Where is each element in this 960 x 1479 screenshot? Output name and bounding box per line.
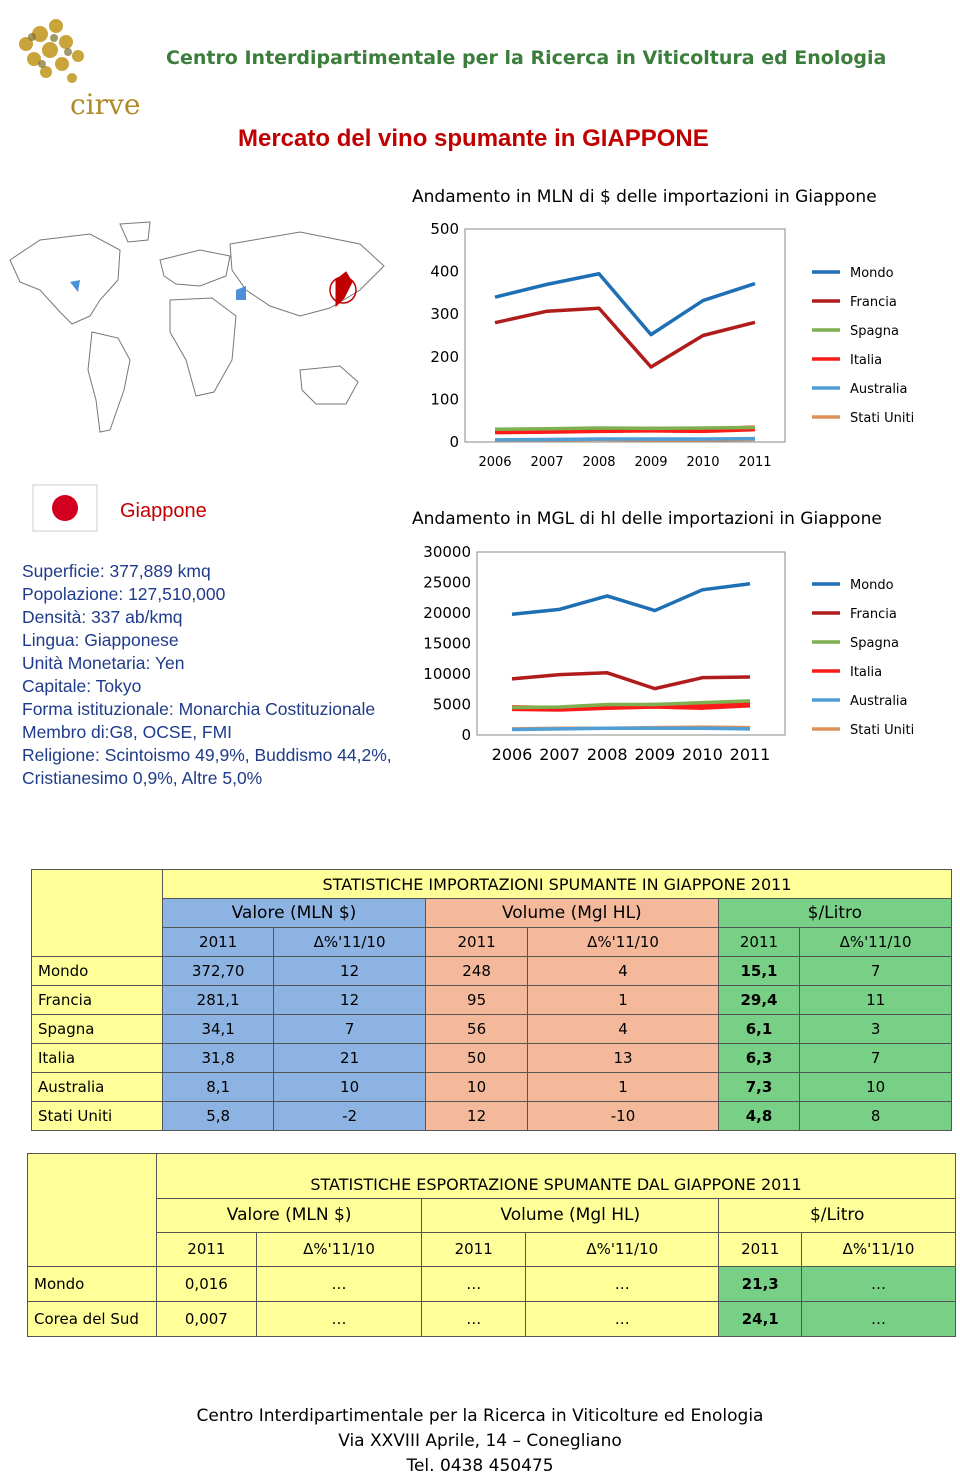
subheader: 2011 xyxy=(719,1232,802,1267)
table-cell: 21,3 xyxy=(719,1267,802,1302)
table-cell: 7 xyxy=(800,1044,952,1073)
table-row xyxy=(28,1267,956,1302)
chart2-title: Andamento in MGL di hl delle importazioni in Giappone xyxy=(412,509,882,529)
y-tick-label: 0 xyxy=(461,726,471,744)
legend-label: Stati Uniti xyxy=(850,723,915,738)
series-line-spagna xyxy=(495,428,755,430)
world-map xyxy=(0,220,390,450)
series-line-mondo xyxy=(512,584,750,615)
fact-densita: Densità: 337 ab/kmq xyxy=(22,607,183,627)
row-label: Francia xyxy=(32,986,163,1015)
fact-religione: Religione: Scintoismo 49,9%, Buddismo 44,2%, Cristianesimo 0,9%, Altre 5,0% xyxy=(22,745,392,788)
page-title: Mercato del vino spumante in GIAPPONE xyxy=(238,125,709,152)
fact-superficie: Superficie: 377,889 kmq xyxy=(22,561,211,581)
x-tick-label: 2007 xyxy=(539,745,580,764)
table-cell: 13 xyxy=(528,1044,718,1073)
table-cell: … xyxy=(802,1267,956,1302)
table-cell: 56 xyxy=(425,1015,527,1044)
row-label: Spagna xyxy=(32,1015,163,1044)
table-cell: 12 xyxy=(425,1102,527,1131)
legend-label: Francia xyxy=(850,295,897,310)
table-cell: … xyxy=(526,1302,719,1337)
y-tick-label: 0 xyxy=(449,433,459,451)
table-cell: 50 xyxy=(425,1044,527,1073)
group-volume: Volume (Mgl HL) xyxy=(425,899,718,928)
x-tick-label: 2006 xyxy=(478,455,512,470)
table-row xyxy=(32,986,952,1015)
fact-membro: Membro di:G8, OCSE, FMI xyxy=(22,722,233,742)
row-label: Australia xyxy=(32,1073,163,1102)
table-row xyxy=(32,1102,952,1131)
table-cell: 7,3 xyxy=(718,1073,800,1102)
series-line-francia xyxy=(512,673,750,689)
fact-valuta: Unità Monetaria: Yen xyxy=(22,653,185,673)
table-cell: 29,4 xyxy=(718,986,800,1015)
x-tick-label: 2010 xyxy=(686,455,720,470)
table-cell: 31,8 xyxy=(163,1044,274,1073)
fact-popolazione: Popolazione: 127,510,000 xyxy=(22,584,226,604)
table-cell: 3 xyxy=(800,1015,952,1044)
y-tick-label: 25000 xyxy=(423,573,471,592)
country-name: Giappone xyxy=(120,500,207,522)
y-tick-label: 10000 xyxy=(423,665,471,683)
subheader: 2011 xyxy=(718,928,800,957)
group-litro: $/Litro xyxy=(718,899,951,928)
subheader: Δ%'11/10 xyxy=(802,1232,956,1267)
footer-line1: Centro Interdipartimentale per la Ricerca in Viticolture ed Enologia xyxy=(196,1406,764,1426)
group-litro: $/Litro xyxy=(719,1198,956,1232)
x-tick-label: 2010 xyxy=(682,745,723,764)
x-tick-label: 2009 xyxy=(634,745,676,764)
table-cell: 15,1 xyxy=(718,957,800,986)
x-tick-label: 2008 xyxy=(586,745,628,764)
table-cell: 6,1 xyxy=(718,1015,800,1044)
fact-capitale: Capitale: Tokyo xyxy=(22,676,142,696)
y-tick-label: 5000 xyxy=(432,695,471,714)
table-cell: 6,3 xyxy=(718,1044,800,1073)
table-row xyxy=(32,1073,952,1102)
subheader: Δ%'11/10 xyxy=(274,928,426,957)
table-cell: 4 xyxy=(528,957,718,986)
subheader: Δ%'11/10 xyxy=(800,928,952,957)
footer-line2: Via XXVIII Aprile, 14 – Conegliano xyxy=(338,1431,622,1451)
y-tick-label: 15000 xyxy=(423,634,471,653)
subheader: Δ%'11/10 xyxy=(256,1232,422,1267)
table-cell: … xyxy=(526,1267,719,1302)
table-cell: 0,016 xyxy=(157,1267,257,1302)
corner-cell xyxy=(32,870,163,899)
footer-line3: Tel. 0438 450475 xyxy=(406,1456,554,1476)
country-facts xyxy=(22,560,412,790)
y-tick-label: 500 xyxy=(430,220,459,238)
table-cell: 4,8 xyxy=(718,1102,800,1131)
legend-label: Mondo xyxy=(850,578,894,593)
fact-forma: Forma istituzionale: Monarchia Costituzionale xyxy=(22,699,376,719)
table-cell: 1 xyxy=(528,986,718,1015)
table-cell: 34,1 xyxy=(163,1015,274,1044)
legend-label: Spagna xyxy=(850,324,899,339)
table-cell: -10 xyxy=(528,1102,718,1131)
subheader: 2011 xyxy=(157,1232,257,1267)
table-cell: 10 xyxy=(274,1073,426,1102)
table-row xyxy=(32,1044,952,1073)
y-tick-label: 400 xyxy=(430,262,459,281)
legend-label: Australia xyxy=(850,382,908,397)
series-line-francia xyxy=(495,308,755,367)
table-cell: … xyxy=(802,1302,956,1337)
row-label: Corea del Sud xyxy=(28,1302,157,1337)
legend-label: Mondo xyxy=(850,266,894,281)
table-cell: 12 xyxy=(274,957,426,986)
legend-label: Stati Uniti xyxy=(850,411,915,426)
row-label: Mondo xyxy=(32,957,163,986)
table-cell: … xyxy=(256,1267,422,1302)
table-cell: 8 xyxy=(800,1102,952,1131)
subheader: Δ%'11/10 xyxy=(526,1232,719,1267)
footer xyxy=(0,1404,960,1479)
x-tick-label: 2006 xyxy=(491,745,533,764)
table-cell: 21 xyxy=(274,1044,426,1073)
x-tick-label: 2008 xyxy=(582,455,616,470)
japan-flag xyxy=(32,484,98,532)
y-tick-label: 300 xyxy=(430,305,459,324)
subheader: 2011 xyxy=(425,928,527,957)
table-cell: 10 xyxy=(425,1073,527,1102)
row-label: Mondo xyxy=(28,1267,157,1302)
y-tick-label: 100 xyxy=(430,390,459,409)
table-cell: 7 xyxy=(800,957,952,986)
table-cell: 11 xyxy=(800,986,952,1015)
x-tick-label: 2009 xyxy=(634,455,668,470)
series-line-australia xyxy=(512,728,750,729)
fact-lingua: Lingua: Giapponese xyxy=(22,630,179,650)
chart-mgl-hl xyxy=(415,540,960,780)
table-cell: 0,007 xyxy=(157,1302,257,1337)
table-cell: 4 xyxy=(528,1015,718,1044)
table-cell: -2 xyxy=(274,1102,426,1131)
import-title: STATISTICHE IMPORTAZIONI SPUMANTE IN GIAPPONE 2011 xyxy=(163,870,952,899)
legend-label: Spagna xyxy=(850,636,899,651)
x-tick-label: 2011 xyxy=(738,455,772,470)
table-row xyxy=(32,1015,952,1044)
table-cell: 10 xyxy=(800,1073,952,1102)
import-table xyxy=(31,869,952,1131)
series-line-australia xyxy=(495,439,755,440)
logo-text: cirve xyxy=(70,88,141,121)
table-cell: 12 xyxy=(274,986,426,1015)
group-valore: Valore (MLN $) xyxy=(163,899,426,928)
series-line-mondo xyxy=(495,274,755,335)
y-tick-label: 200 xyxy=(430,347,459,366)
table-cell: 5,8 xyxy=(163,1102,274,1131)
y-tick-label: 30000 xyxy=(423,543,471,561)
table-row xyxy=(32,957,952,986)
table-cell: 8,1 xyxy=(163,1073,274,1102)
x-tick-label: 2011 xyxy=(729,745,771,764)
table-cell: 1 xyxy=(528,1073,718,1102)
subheader: Δ%'11/10 xyxy=(528,928,718,957)
table-cell: 95 xyxy=(425,986,527,1015)
table-cell: … xyxy=(422,1267,526,1302)
x-tick-label: 2007 xyxy=(530,455,564,470)
y-tick-label: 20000 xyxy=(423,604,471,622)
export-table xyxy=(27,1153,956,1337)
group-valore: Valore (MLN $) xyxy=(157,1198,422,1232)
export-title: STATISTICHE ESPORTAZIONE SPUMANTE DAL GIAPPONE 2011 xyxy=(157,1154,956,1199)
group-volume: Volume (Mgl HL) xyxy=(422,1198,719,1232)
subheader: 2011 xyxy=(422,1232,526,1267)
subheader: 2011 xyxy=(163,928,274,957)
table-cell: 248 xyxy=(425,957,527,986)
table-cell: 7 xyxy=(274,1015,426,1044)
row-label: Stati Uniti xyxy=(32,1102,163,1131)
table-cell: … xyxy=(422,1302,526,1337)
legend-label: Italia xyxy=(850,665,883,680)
chart1-title: Andamento in MLN di $ delle importazioni in Giappone xyxy=(412,187,877,207)
table-cell: 281,1 xyxy=(163,986,274,1015)
header-title: Centro Interdipartimentale per la Ricerca in Viticoltura ed Enologia xyxy=(166,47,887,69)
legend-label: Italia xyxy=(850,353,883,368)
table-cell: 372,70 xyxy=(163,957,274,986)
table-cell: … xyxy=(256,1302,422,1337)
table-cell: 24,1 xyxy=(719,1302,802,1337)
chart-mln-usd xyxy=(415,215,960,475)
legend-label: Francia xyxy=(850,607,897,622)
legend-label: Australia xyxy=(850,694,908,709)
row-label: Italia xyxy=(32,1044,163,1073)
table-row xyxy=(28,1302,956,1337)
